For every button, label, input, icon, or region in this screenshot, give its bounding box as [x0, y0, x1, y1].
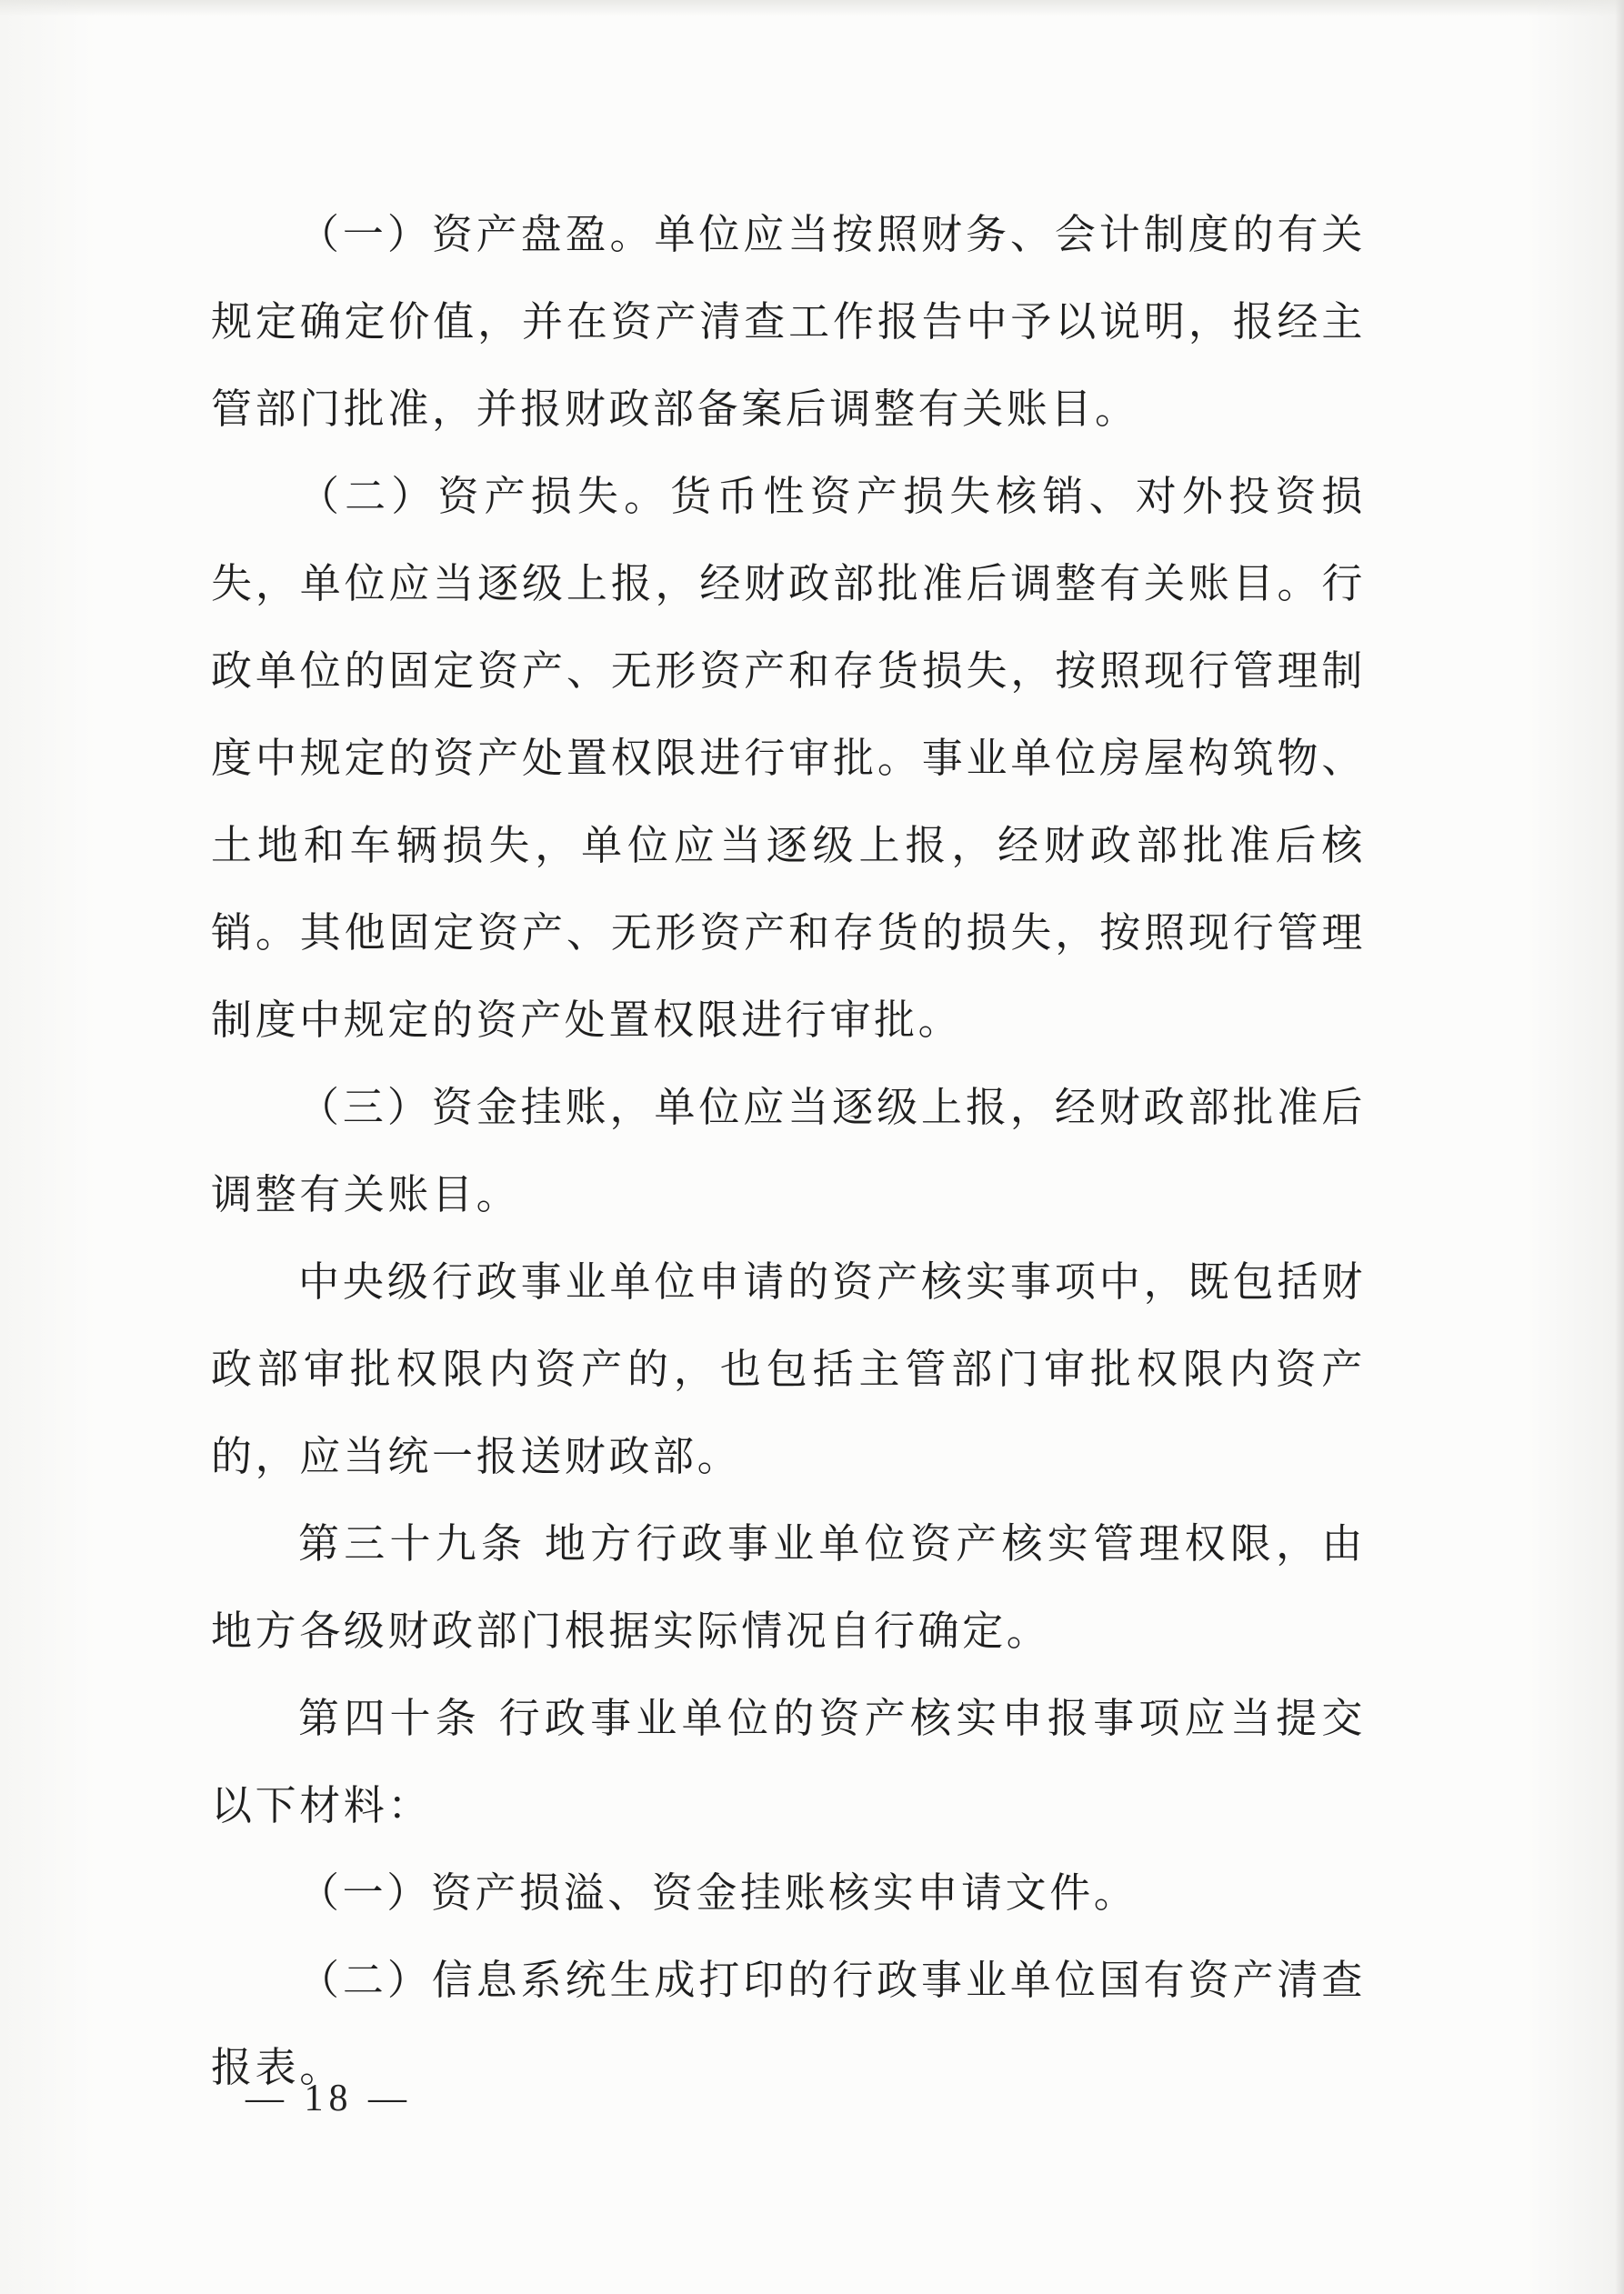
paragraph-material-2: （二）信息系统生成打印的行政事业单位国有资产清查报表。 — [211, 1956, 1366, 2091]
paragraph-fund-suspense: （三）资金挂账，单位应当逐级上报，经财政部批准后调整有关账目。 — [211, 1083, 1366, 1218]
paragraph-central-units: 中央级行政事业单位申请的资产核实事项中，既包括财政部审批权限内资产的，也包括主管部门审批权限内资产的，应当统一报送财政部。 — [211, 1257, 1366, 1480]
paragraph-article-40: 第四十条 行政事业单位的资产核实申报事项应当提交以下材料： — [211, 1694, 1366, 1829]
paragraph-material-1: （一）资产损溢、资金挂账核实申请文件。 — [298, 1868, 1138, 1917]
page-number: — 18 — — [246, 2078, 412, 2119]
scan-right-edge — [1615, 0, 1624, 2294]
scan-top-shadow — [0, 0, 1624, 16]
document-body — [211, 191, 1366, 2111]
paragraph-article-39: 第三十九条 地方行政事业单位资产核实管理权限，由地方各级财政部门根据实际情况自行确定。 — [211, 1519, 1366, 1655]
paragraph-asset-surplus: （一）资产盘盈。单位应当按照财务、会计制度的有关规定确定价值，并在资产清查工作报告中予以说明，报经主管部门批准，并报财政部备案后调整有关账目。 — [211, 210, 1366, 433]
paragraph-asset-loss: （二）资产损失。货币性资产损失核销、对外投资损失，单位应当逐级上报，经财政部批准后调整有关账目。行政单位的固定资产、无形资产和存货损失，按照现行管理制度中规定的资产处置权限进行审批。事业单位房屋构筑物、土地和车辆损失，单位应当逐级上报，经财政部批准后核销。其他固定资产、无形资产和存货的损失，按照现行管理制度中规定的资产处置权限进行审批。 — [211, 472, 1366, 1044]
